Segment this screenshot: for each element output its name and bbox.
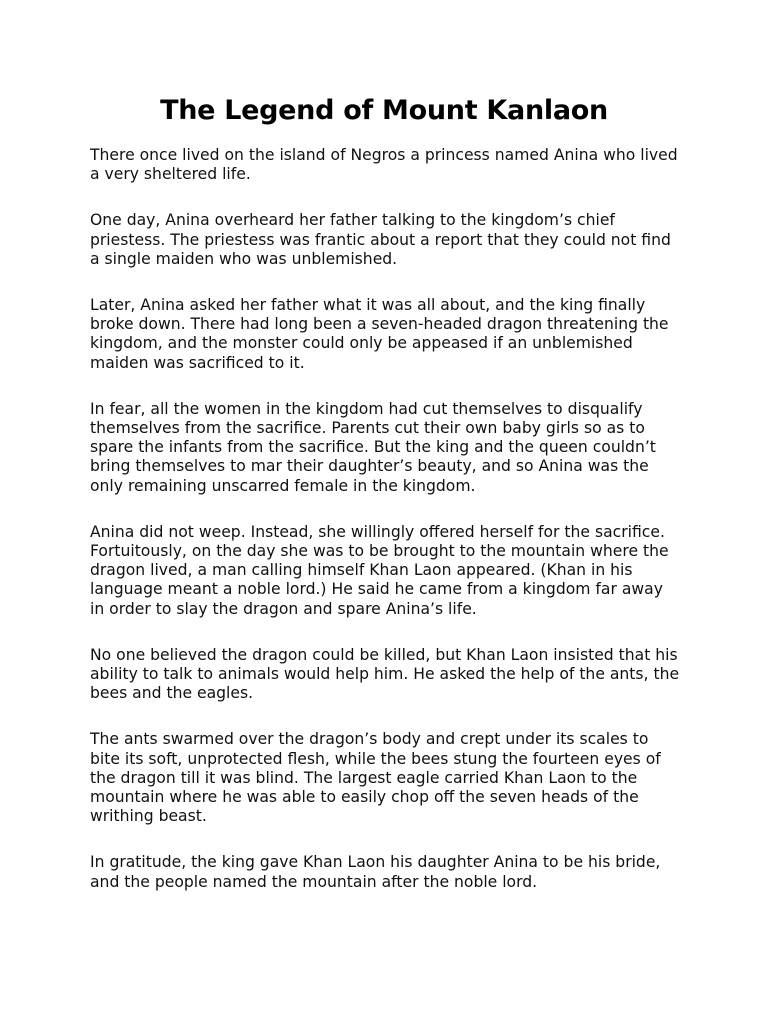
paragraph: No one believed the dragon could be killed, but Khan Laon insisted that his ability to talk to animals would help him. He asked the help of the ants, the bees and the eagles. — [90, 645, 680, 703]
paragraph: Anina did not weep. Instead, she willingly offered herself for the sacrifice. Fortuitously, on the day she was to be brought to the mountain where the dragon lived, a man calling himself Khan Laon appeared. (Khan in his language meant a noble lord.) He said he came from a kingdom far away in order to slay the dragon and spare Anina’s life. — [90, 522, 669, 618]
paragraph: There once lived on the island of Negros a princess named Anina who lived a very sheltered life. — [90, 146, 678, 184]
paragraph: Later, Anina asked her father what it was all about, and the king finally broke down. There had long been a seven-headed dragon threatening the kingdom, and the monster could only be appeased if an unblemished maiden was sacrificed to it. — [90, 296, 669, 372]
paragraph: In gratitude, the king gave Khan Laon his daughter Anina to be his bride, and the people named the mountain after the noble lord. — [90, 853, 661, 891]
paragraph: In fear, all the women in the kingdom had cut themselves to disqualify themselves from the sacrifice. Parents cut their own baby girls so as to spare the infants from the sacrifice. But the king and the queen couldn’t bring themselves to mar their daughter’s beauty, and so Anina was the only remaining unscarred female in the kingdom. — [90, 399, 656, 495]
page-title: The Legend of Mount Kanlaon — [160, 95, 608, 126]
paragraph: One day, Anina overheard her father talking to the kingdom’s chief priestess. The priestess was frantic about a report that they could not find a single maiden who was unblemished. — [90, 211, 671, 268]
document-body — [90, 146, 682, 919]
paragraph: The ants swarmed over the dragon’s body and crept under its scales to bite its soft, unprotected flesh, while the bees stung the fourteen eyes of the dragon till it was blind. The largest eagle carried Khan Laon to the mountain where he was able to easily chop off the seven heads of the writhing beast. — [90, 730, 661, 826]
